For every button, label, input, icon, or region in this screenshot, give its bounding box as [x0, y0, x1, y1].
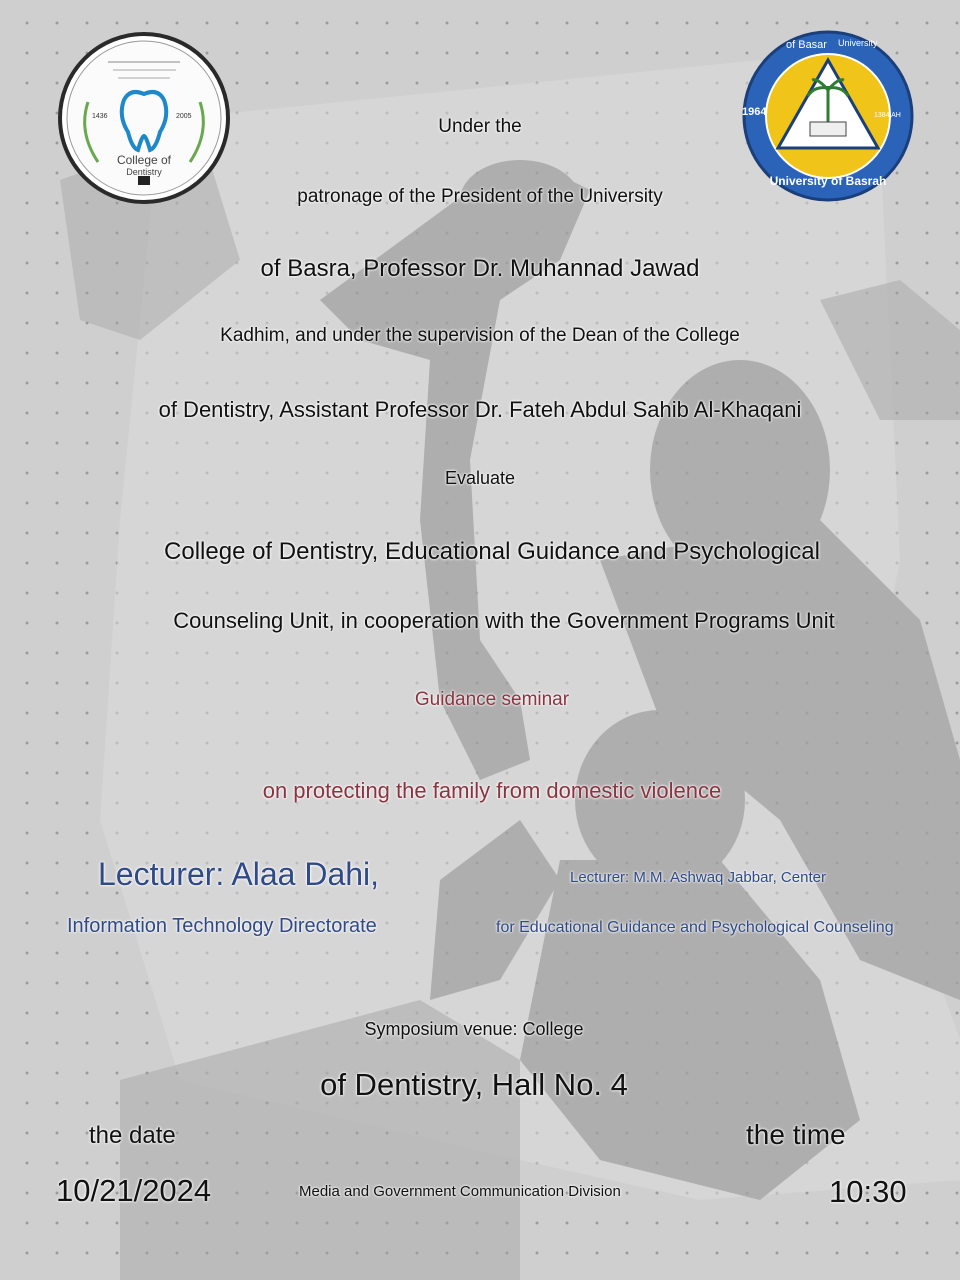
evaluate-label: Evaluate	[444, 468, 516, 488]
seal-year-left: 1964	[742, 106, 767, 118]
lecturer-2-name: Lecturer: M.M. Ashwaq Jabbar, Center	[570, 869, 826, 886]
header-line3: of Basra, Professor Dr. Muhannad Jawad	[260, 255, 700, 282]
logo-year-left: 1436	[92, 113, 108, 120]
lecturer-2-affiliation: for Educational Guidance and Psychological Counseling	[496, 919, 894, 936]
date-value: 10/21/2024	[56, 1173, 212, 1208]
seal-year-right: 1384 AH	[874, 112, 901, 119]
venue-line1: Symposium venue: College	[364, 1019, 584, 1039]
header-line4: Kadhim, and under the supervision of the Dean of the College	[220, 325, 740, 346]
organizer-line1: College of Dentistry, Educational Guidance and Psychological	[164, 538, 820, 565]
logo-text-line1: College of	[116, 153, 172, 167]
date-label: the date	[89, 1122, 176, 1149]
header-line2: patronage of the President of the University	[297, 186, 663, 207]
logo-text-line2: Dentistry	[126, 167, 162, 177]
seminar-type: Guidance seminar	[414, 689, 570, 710]
header-line5: of Dentistry, Assistant Professor Dr. Fateh Abdul Sahib Al-Khaqani	[158, 397, 802, 422]
header-line1: Under the	[438, 116, 522, 137]
time-value: 10:30	[829, 1174, 907, 1209]
venue-line2: of Dentistry, Hall No. 4	[320, 1067, 628, 1102]
seal-arc-top-right: University	[838, 38, 878, 48]
organizer-line2: Counseling Unit, in cooperation with the Government Programs Unit	[173, 608, 835, 633]
seal-arc-bottom: University of Basrah	[769, 174, 887, 188]
division-label: Media and Government Communication Division	[299, 1183, 621, 1200]
time-label: the time	[746, 1119, 846, 1150]
seal-arc-top-left: of Basar	[786, 39, 827, 51]
lecturer-1-affiliation: Information Technology Directorate	[67, 915, 377, 937]
logo-year-right: 2005	[176, 113, 192, 120]
seminar-topic: on protecting the family from domestic violence	[262, 778, 722, 803]
lecturer-1-name: Lecturer: Alaa Dahi,	[98, 856, 380, 892]
